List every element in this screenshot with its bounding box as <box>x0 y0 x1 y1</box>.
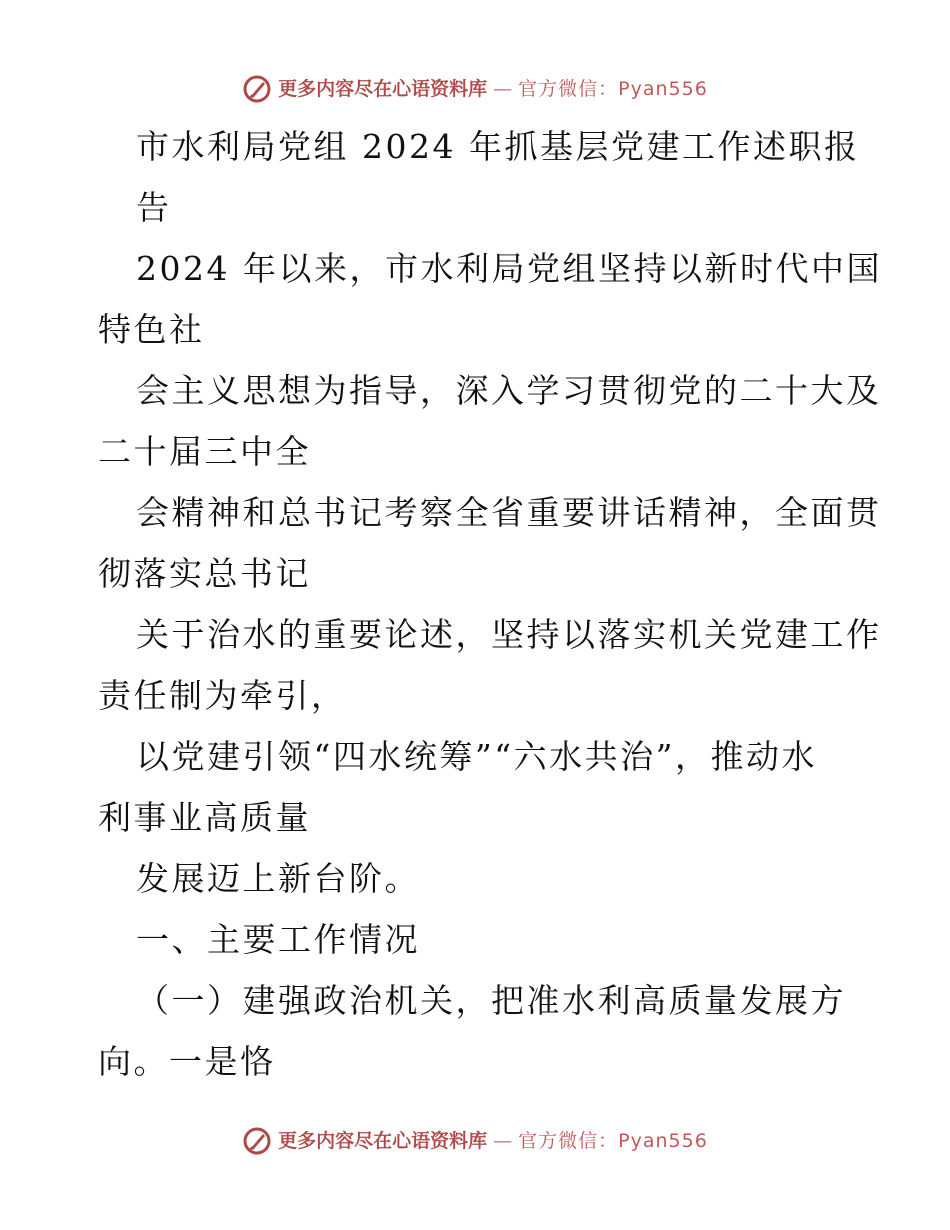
watermark-sub-text: 官方微信：Pyan556 <box>518 1130 708 1152</box>
document-body <box>98 116 898 1092</box>
text-line: 告 <box>136 188 172 227</box>
watermark-sub-text: 官方微信：Pyan556 <box>518 78 708 100</box>
text-line: 市水利局党组 2024 年抓基层党建工作述职报 <box>136 127 860 166</box>
text-line: 一、主要工作情况 <box>136 920 420 959</box>
text-line: 2024 年以来，市水利局党组坚持以新时代中国 <box>136 249 882 288</box>
text-line: 责任制为牵引， <box>98 676 347 715</box>
text-line: 会精神和总书记考察全省重要讲话精神，全面贯 <box>136 493 882 532</box>
header-watermark <box>0 74 950 104</box>
text-line: 会主义思想为指导，深入学习贯彻党的二十大及 <box>136 371 882 410</box>
watermark-main-text: 更多内容尽在心语资料库 <box>278 78 488 100</box>
quill-logo-icon <box>242 1126 272 1156</box>
watermark-dash: — <box>493 78 513 100</box>
text-line: 发展迈上新台阶。 <box>136 859 420 898</box>
text-line: 特色社 <box>98 310 205 349</box>
footer-watermark <box>0 1126 950 1156</box>
text-line: 彻落实总书记 <box>98 554 311 593</box>
text-line: 以党建引领“四水统筹”“六水共治”，推动水 <box>136 737 817 776</box>
text-line: 向。一是恪 <box>98 1042 276 1081</box>
text-line: 关于治水的重要论述，坚持以落实机关党建工作 <box>136 615 882 654</box>
text-line: （一）建强政治机关，把准水利高质量发展方 <box>136 981 846 1020</box>
watermark-dash: — <box>493 1130 513 1152</box>
watermark-main-text: 更多内容尽在心语资料库 <box>278 1130 488 1152</box>
quill-logo-icon <box>242 74 272 104</box>
text-line: 二十届三中全 <box>98 432 311 471</box>
text-line: 利事业高质量 <box>98 798 311 837</box>
